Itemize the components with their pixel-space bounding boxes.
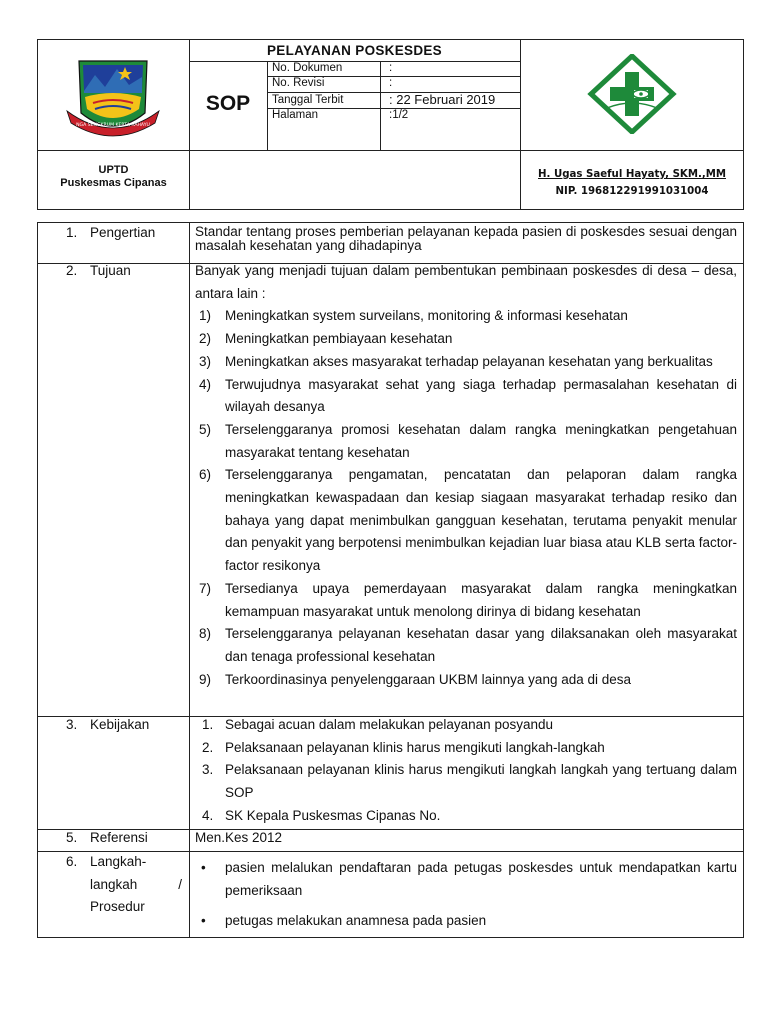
list-text: petugas melakukan anamnesa pada pasien bbox=[225, 913, 487, 929]
list-number: 8) bbox=[199, 626, 212, 642]
sop-table: 1. Pengertian Standar tentang proses pemberian pelayanan kepada pasien di poskesdes sesuai dengan masalah kesehatan yang dihadapinya 2. Tujuan Banyak yang menjadi tujuan dalam pembentukan pembinaan poskesdes di desa – desa, antara lain : 1) Meningkatkan system surveilans, monitoring & informasi kesehatan 2) Meningkatkan pembiayaan kesehatan 3) Meningkatkan akses masyarakat terhadap pelayanan kesehatan yang berkualitas 4) Terwujudnya masyarakat sehat yang siaga terhadap permasalahan kesehatan di wilayah desanya 5) Terselenggaranya promosi kesehatan dalam rangka meningkatkan pengetahuan masyarakat tentang kesehatan 6) Terselenggaranya pengamatan, pencatatan dan pelaporan dalam rangka meningkatkan kewaspadaan dan kesiap siagaan masyarakat terhadap resiko dan bahaya yang dapat menimbulkan gangguan kesehatan, terutama penyakit menular dan penyakit yang berpotensi menimbulkan kejadian luar biasa atau KLB serta factor- factor resikonya 7) Tersedianya upaya pemerdayaan masyarakat dalam rangka meningkatkan kemampuan masyarakat untuk menolong dirinya di bidang kesehatan 8) Terselenggaranya pelayanan kesehatan dasar yang dilaksanakan oleh masyarakat dan tenaga professional kesehatan 9) Terkoordinasinya penyelenggaraan UKBM lainnya yang ada di desa 3. Kebijakan 1. Sebagai acuan dalam melakukan pelayanan posyandu 2. Pelaksanaan pelayanan klinis harus mengikuti langkah-langkah 3. Pelaksanaan pelayanan klinis harus mengikuti langkah langkah yang tertuang dalam SOP 4. SK Kepala Puskesmas Cipanas No. 5. Referensi Men.Kes 2012 6. Langkah- langkah / Prosedur • pasien melalukan pendaftaran pada petugas poskesdes untuk mendapatkan kartu pemeriksaan • petugas melakukan anamnesa pada pasien bbox=[37, 222, 744, 938]
list-item bbox=[195, 578, 737, 623]
field-value: : bbox=[389, 77, 393, 89]
divider bbox=[189, 61, 520, 62]
langkah-list bbox=[195, 857, 737, 933]
list-text: Terselenggaranya pengamatan, pencatatan dan pelaporan dalam rangka meningkatkan kewaspadaan dan kesiap siagaan masyarakat terhadap resiko dan bahaya yang dapat menimbulkan gangguan kesehatan, terutama penyakit menular dan penyakit yang berpotensi menimbulkan kejadian luar biasa atau KLB serta factor- factor resikonya bbox=[225, 467, 737, 574]
list-text: Terkoordinasinya penyelenggaraan UKBM lainnya yang ada di desa bbox=[225, 671, 632, 687]
kebijakan-list bbox=[195, 714, 737, 828]
field-label: No. Dokumen bbox=[272, 62, 343, 74]
list-number: 4) bbox=[199, 376, 212, 392]
list-item bbox=[195, 328, 737, 351]
list-item bbox=[195, 737, 737, 760]
list-number: 3. bbox=[202, 762, 214, 778]
list-item bbox=[195, 464, 737, 578]
tujuan-content bbox=[195, 260, 737, 691]
list-number: 7) bbox=[199, 580, 212, 596]
bullet-icon: • bbox=[201, 913, 206, 929]
list-text: Pelaksanaan pelayanan klinis harus mengikuti langkah langkah yang tertuang dalam SOP bbox=[225, 762, 737, 801]
field-value: : 22 Februari 2019 bbox=[389, 92, 496, 107]
list-item bbox=[195, 374, 737, 419]
list-text: Meningkatkan system surveilans, monitoring & informasi kesehatan bbox=[225, 308, 628, 324]
divider bbox=[267, 61, 268, 150]
field-value: :1/2 bbox=[389, 109, 409, 121]
field-label: Tanggal Terbit bbox=[272, 94, 344, 106]
list-item bbox=[195, 669, 737, 692]
list-text: Terselenggaranya promosi kesehatan dalam rangka meningkatkan pengetahuan masyarakat tentang kesehatan bbox=[225, 421, 737, 460]
list-item bbox=[195, 419, 737, 464]
list-item bbox=[195, 759, 737, 804]
list-number: 1. bbox=[202, 717, 214, 732]
tujuan-intro: Banyak yang menjadi tujuan dalam pembentukan pembinaan poskesdes di desa – desa, antara lain : bbox=[195, 263, 737, 301]
document-header bbox=[37, 39, 744, 210]
list-number: 3) bbox=[199, 353, 212, 369]
list-text: Tersedianya upaya pemerdayaan masyarakat dalam rangka meningkatkan kemampuan masyarakat untuk menolong dirinya di bidang kesehatan bbox=[225, 580, 737, 619]
list-text: Terwujudnya masyarakat sehat yang siaga terhadap permasalahan kesehatan di wilayah desanya bbox=[225, 376, 737, 415]
tujuan-list bbox=[195, 305, 737, 691]
field-label: No. Revisi bbox=[272, 77, 325, 89]
list-number: 9) bbox=[199, 671, 212, 687]
list-text: Meningkatkan pembiayaan kesehatan bbox=[225, 331, 453, 347]
bullet-icon: • bbox=[201, 860, 206, 875]
list-text: Pelaksanaan pelayanan klinis harus mengikuti langkah-langkah bbox=[225, 739, 605, 755]
list-number: 4. bbox=[202, 807, 214, 823]
puskesmas-logo bbox=[587, 54, 677, 134]
list-number: 5) bbox=[199, 421, 212, 437]
list-text: Sebagai acuan dalam melakukan pelayanan posyandu bbox=[225, 717, 553, 732]
list-item bbox=[195, 714, 737, 737]
field-label: Halaman bbox=[272, 109, 319, 121]
list-number: 2) bbox=[199, 331, 212, 347]
referensi-text: Men.Kes 2012 bbox=[195, 830, 283, 845]
list-text: Meningkatkan akses masyarakat terhadap pelayanan kesehatan yang berkualitas bbox=[225, 353, 713, 369]
list-item bbox=[195, 805, 737, 828]
list-item bbox=[195, 305, 737, 328]
unit-name: UPTD Puskesmas Cipanas bbox=[60, 164, 167, 189]
list-text: Terselenggaranya pelayanan kesehatan dasar yang dilaksanakan oleh masyarakat dan tenaga professional kesehatan bbox=[225, 626, 737, 664]
list-text: SK Kepala Puskesmas Cipanas No. bbox=[225, 807, 441, 823]
list-item bbox=[195, 910, 737, 933]
regency-emblem-logo bbox=[65, 53, 161, 143]
divider bbox=[38, 150, 743, 151]
list-number: 6) bbox=[199, 467, 212, 483]
list-text: pasien melalukan pendaftaran pada petugas poskesdes untuk mendapatkan kartu pemeriksaan bbox=[225, 860, 737, 898]
list-item bbox=[195, 623, 737, 668]
list-number: 2. bbox=[202, 739, 214, 755]
svg-text:NGA SENGKRUM KERTA RAHAYU: NGA SENGKRUM KERTA RAHAYU bbox=[76, 123, 150, 128]
divider bbox=[189, 40, 190, 209]
list-number: 1) bbox=[199, 308, 212, 324]
field-value: : bbox=[389, 62, 393, 74]
pengertian-text: Standar tentang proses pemberian pelayanan kepada pasien di poskesdes sesuai dengan masalah kesehatan yang dihadapinya bbox=[195, 224, 737, 253]
sop-label: SOP bbox=[205, 92, 251, 115]
list-item bbox=[195, 351, 737, 374]
divider bbox=[380, 61, 381, 150]
document-title: PELAYANAN POSKESDES bbox=[266, 43, 442, 58]
signer-name: H. Ugas Saeful Hayaty, SKM.,MM bbox=[538, 169, 726, 180]
signature-block bbox=[520, 166, 744, 200]
list-item bbox=[195, 857, 737, 902]
signer-nip: NIP. 196812291991031004 bbox=[555, 186, 709, 197]
